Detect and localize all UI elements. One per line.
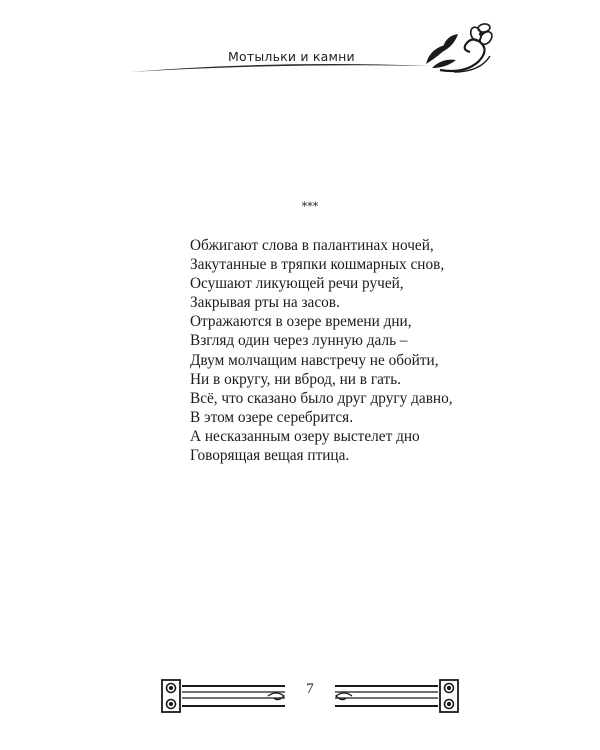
poem-line: Закрывая рты на засов. bbox=[190, 294, 340, 312]
poem-line: Взгляд один через лунную даль – bbox=[190, 332, 408, 350]
poem-line: Отражаются в озере времени дни, bbox=[190, 313, 412, 331]
header-rule bbox=[130, 60, 430, 74]
poem-line: А несказанным озеру выстелет дно bbox=[190, 427, 420, 445]
butterfly-flourish-icon bbox=[420, 22, 500, 77]
poem-line: Двум молчащим навстречу не обойти, bbox=[190, 351, 439, 369]
poem-line: В этом озере серебрится. bbox=[190, 408, 354, 426]
poem-line: Говорящая вещая птица. bbox=[190, 447, 350, 465]
poem-line: Осушают ликующей речи ручей, bbox=[190, 275, 404, 293]
poem-line: Ни в округу, ни вброд, ни в гать. bbox=[190, 370, 402, 388]
page-number: 7 bbox=[306, 681, 314, 697]
running-header-title: Мотыльки и камни bbox=[228, 49, 355, 64]
poem-line: Закутанные в тряпки кошмарных снов, bbox=[190, 256, 445, 274]
poem-separator: *** bbox=[301, 200, 319, 213]
poem-line: Обжигают слова в палантинах ночей, bbox=[190, 237, 434, 254]
poem-body bbox=[190, 236, 453, 465]
poem-line: Всё, что сказано было друг другу давно, bbox=[190, 389, 453, 407]
